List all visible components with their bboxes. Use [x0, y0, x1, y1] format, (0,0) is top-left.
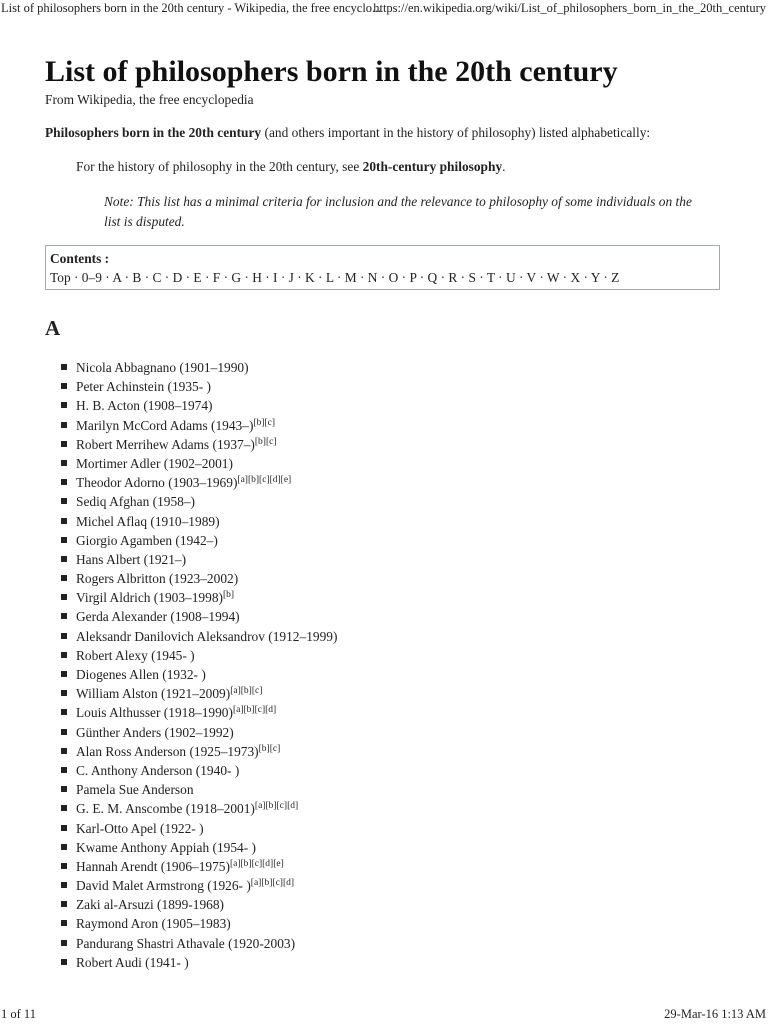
bullet-icon — [61, 844, 67, 850]
philosopher-name[interactable]: Robert Merrihew Adams (1937–) — [76, 436, 255, 452]
toc-link[interactable]: G — [231, 270, 242, 285]
bullet-icon — [61, 901, 67, 907]
inclusion-note: Note: This list has a minimal criteria for inclusion and the relevance to philosophy of some individuals on the list is disputed. — [104, 194, 692, 229]
philosopher-name[interactable]: Hannah Arendt (1906–1975) — [76, 858, 230, 874]
reference-link[interactable]: [a] — [232, 705, 244, 716]
philosopher-name[interactable]: Hans Albert (1921–) — [76, 551, 187, 567]
toc-link[interactable]: K — [305, 270, 315, 285]
intro-text: (and others important in the history of philosophy) listed alphabetically: — [261, 125, 651, 140]
reference-marks — [230, 686, 262, 696]
toc-separator: · — [398, 270, 410, 285]
toc-separator: · — [559, 270, 571, 285]
bullet-icon — [61, 748, 67, 754]
toc-title: Contents : — [50, 251, 110, 266]
table-of-contents — [45, 245, 720, 290]
toc-link[interactable]: A — [112, 270, 122, 285]
list-item — [60, 665, 337, 684]
list-item — [60, 358, 337, 377]
reference-link[interactable]: [b] — [243, 705, 255, 716]
list-item — [60, 819, 337, 838]
list-item — [60, 934, 337, 953]
toc-link[interactable]: X — [570, 270, 581, 285]
toc-link[interactable]: J — [288, 270, 294, 285]
toc-separator: · — [261, 270, 274, 285]
section-heading: A — [45, 316, 61, 340]
philosopher-list — [60, 358, 337, 972]
reference-marks — [223, 590, 234, 600]
list-item — [60, 492, 337, 511]
bullet-icon — [61, 805, 67, 811]
list-item — [60, 646, 337, 665]
philosopher-name[interactable]: Pamela Sue Anderson — [76, 782, 194, 798]
list-item — [60, 416, 337, 435]
reference-link[interactable]: [c] — [259, 475, 270, 486]
list-item — [60, 512, 337, 531]
see-link[interactable]: 20th-century philosophy — [362, 159, 503, 174]
list-item — [60, 703, 337, 722]
bullet-icon — [61, 383, 67, 389]
bullet-icon — [61, 364, 67, 370]
bullet-icon — [61, 556, 67, 562]
see-suffix: . — [502, 159, 506, 174]
toc-link[interactable]: R — [448, 270, 458, 285]
philosopher-name[interactable]: Rogers Albritton (1923–2002) — [76, 571, 239, 587]
list-item — [60, 857, 337, 876]
toc-separator: · — [101, 270, 113, 285]
list-item — [60, 550, 337, 569]
philosopher-name[interactable]: Peter Achinstein (1935- ) — [76, 379, 211, 395]
toc-separator: · — [241, 270, 253, 285]
list-item — [60, 627, 337, 646]
toc-link[interactable]: M — [344, 270, 357, 285]
philosopher-name[interactable]: Raymond Aron (1905–1983) — [76, 916, 231, 932]
toc-separator: · — [220, 270, 232, 285]
reference-link[interactable]: [a] — [254, 801, 266, 812]
reference-link[interactable]: [c] — [251, 858, 263, 869]
reference-link[interactable]: [b] — [240, 686, 252, 697]
toc-link[interactable]: B — [132, 270, 142, 285]
bullet-icon — [61, 863, 67, 869]
toc-separator: · — [457, 270, 469, 285]
bullet-icon — [61, 786, 67, 792]
philosopher-name[interactable]: Alan Ross Anderson (1925–1973) — [76, 743, 259, 759]
reference-link[interactable]: [d] — [282, 878, 295, 889]
reference-link[interactable]: [d] — [269, 475, 281, 486]
reference-marks — [230, 859, 284, 869]
philosopher-name[interactable]: Michel Aflaq (1910–1989) — [76, 513, 220, 529]
article-title: List of philosophers born in the 20th century — [45, 55, 618, 88]
philosopher-name[interactable]: Louis Althusser (1918–1990) — [76, 705, 233, 721]
toc-separator: · — [494, 270, 506, 285]
toc-separator: · — [182, 270, 194, 285]
toc-link[interactable]: N — [367, 270, 378, 285]
philosopher-name[interactable]: Giorgio Agamben (1942–) — [76, 532, 218, 548]
toc-separator: · — [277, 270, 289, 285]
list-item — [60, 876, 337, 895]
toc-separator: · — [70, 270, 82, 285]
toc-separator: · — [416, 270, 428, 285]
philosopher-name[interactable]: Nicola Abbagnano (1901–1990) — [76, 360, 249, 375]
toc-link[interactable]: C — [152, 270, 162, 285]
toc-link[interactable]: D — [172, 270, 183, 285]
bullet-icon — [61, 940, 67, 946]
list-item — [60, 473, 337, 492]
philosopher-name[interactable]: Karl-Otto Apel (1922- ) — [76, 820, 204, 836]
reference-marks — [237, 475, 291, 485]
philosopher-name[interactable]: Marilyn McCord Adams (1943–) — [76, 417, 254, 433]
toc-separator: · — [141, 270, 153, 285]
reference-link[interactable]: [c] — [265, 436, 277, 447]
toc-separator: · — [356, 270, 368, 285]
reference-marks — [255, 437, 277, 447]
bullet-icon — [61, 709, 67, 715]
toc-link[interactable]: O — [388, 270, 399, 285]
reference-link[interactable]: [c] — [251, 686, 263, 697]
philosopher-name[interactable]: Sediq Afghan (1958–) — [76, 494, 196, 510]
toc-separator: · — [161, 270, 173, 285]
reference-link[interactable]: [d] — [287, 801, 299, 812]
toc-separator: · — [475, 270, 487, 285]
philosopher-name[interactable]: Günther Anders (1902–1992) — [76, 724, 234, 740]
bullet-icon — [61, 594, 67, 600]
toc-link[interactable]: V — [526, 270, 536, 285]
list-item — [60, 780, 337, 799]
toc-separator: · — [293, 270, 306, 285]
toc-separator: · — [377, 270, 389, 285]
page-count: 1 of 11 — [1, 1007, 36, 1021]
list-item — [60, 723, 337, 742]
list-item — [60, 588, 337, 607]
toc-link[interactable]: I — [273, 270, 278, 285]
list-item — [60, 377, 337, 396]
reference-link[interactable]: [b] — [247, 475, 260, 486]
bullet-icon — [61, 920, 67, 926]
philosopher-name[interactable]: Gerda Alexander (1908–1994) — [76, 609, 240, 625]
toc-link[interactable]: L — [325, 270, 334, 285]
bullet-icon — [61, 652, 67, 658]
reference-link[interactable]: [d] — [265, 705, 277, 716]
reference-link[interactable]: [e] — [280, 475, 292, 486]
toc-link[interactable]: F — [212, 270, 221, 285]
bullet-icon — [61, 690, 67, 696]
reference-marks — [253, 418, 275, 428]
list-item — [60, 799, 337, 818]
toc-link[interactable]: E — [193, 270, 202, 285]
reference-link[interactable]: [b] — [222, 590, 235, 601]
toc-link[interactable]: Z — [611, 270, 620, 285]
print-header — [0, 0, 768, 16]
toc-separator: · — [314, 270, 326, 285]
reference-marks — [233, 705, 276, 715]
philosopher-name[interactable]: Zaki al-Arsuzi (1899-1968) — [76, 897, 224, 913]
reference-link[interactable]: [c] — [272, 878, 283, 889]
reference-link[interactable]: [b] — [258, 743, 270, 754]
philosopher-name[interactable]: C. Anthony Anderson (1940- ) — [76, 762, 240, 778]
list-item — [60, 838, 337, 857]
toc-separator: · — [580, 270, 591, 285]
philosopher-name[interactable]: Aleksandr Danilovich Aleksandrov (1912–1999) — [76, 628, 338, 644]
see-also-line — [76, 158, 506, 176]
philosopher-name[interactable]: H. B. Acton (1908–1974) — [76, 398, 213, 414]
toc-link[interactable]: Q — [427, 270, 438, 285]
reference-link[interactable]: [a] — [237, 475, 248, 486]
philosopher-name[interactable]: William Alston (1921–2009) — [76, 686, 231, 702]
bullet-icon — [61, 882, 67, 888]
reference-link[interactable]: [c] — [264, 417, 276, 428]
reference-link[interactable]: [c] — [276, 801, 288, 812]
toc-link[interactable]: Top — [50, 270, 71, 285]
reference-marks — [259, 744, 281, 754]
philosopher-name[interactable]: Diogenes Allen (1932- ) — [76, 667, 206, 682]
list-item — [60, 607, 337, 626]
philosopher-name[interactable]: Robert Audi (1941- ) — [76, 954, 189, 970]
page-url[interactable]: https://en.wikipedia.org/wiki/List_of_philosophers_born_in_the_20th_century — [373, 1, 766, 15]
toc-link[interactable]: P — [409, 270, 417, 285]
bullet-icon — [61, 767, 67, 773]
toc-link[interactable]: S — [468, 270, 476, 285]
reference-link[interactable]: [b] — [254, 436, 266, 447]
list-item — [60, 569, 337, 588]
toc-link[interactable]: U — [505, 270, 516, 285]
philosopher-name[interactable]: G. E. M. Anscombe (1918–2001) — [76, 801, 255, 817]
philosopher-name[interactable]: Theodor Adorno (1903–1969) — [76, 475, 238, 491]
intro-bold: Philosophers born in the 20th century — [45, 125, 262, 140]
list-item — [60, 761, 337, 780]
page-title-header: List of philosophers born in the 20th century - Wikipedia, the free encyclo... — [1, 1, 382, 15]
see-prefix: For the history of philosophy in the 20th century, see — [76, 159, 363, 174]
reference-link[interactable]: [b] — [240, 858, 252, 869]
reference-link[interactable]: [b] — [261, 878, 273, 889]
list-item — [60, 454, 337, 473]
reference-marks — [251, 878, 294, 888]
list-item — [60, 895, 337, 914]
reference-link[interactable]: [a] — [250, 878, 262, 889]
list-item — [60, 435, 337, 454]
bullet-icon — [61, 518, 67, 524]
toc-link[interactable]: T — [486, 270, 495, 285]
print-timestamp: 29-Mar-16 1:13 AM — [664, 1007, 766, 1021]
philosopher-name[interactable]: Kwame Anthony Appiah (1954- ) — [76, 839, 257, 855]
bullet-icon — [61, 729, 67, 735]
intro-paragraph — [45, 124, 650, 142]
toc-separator: · — [535, 270, 547, 285]
bullet-icon — [61, 633, 67, 639]
reference-link[interactable]: [d] — [262, 858, 274, 869]
bullet-icon — [61, 825, 67, 831]
reference-link[interactable]: [e] — [273, 858, 284, 869]
reference-link[interactable]: [c] — [269, 743, 281, 754]
toc-separator: · — [121, 270, 133, 285]
philosopher-name[interactable]: David Malet Armstrong (1926- ) — [76, 878, 251, 894]
philosopher-name[interactable]: Mortimer Adler (1902–2001) — [76, 455, 233, 471]
reference-link[interactable]: [b] — [265, 801, 277, 812]
bullet-icon — [61, 422, 67, 428]
list-item — [60, 396, 337, 415]
toc-separator: · — [437, 270, 449, 285]
list-item — [60, 914, 337, 933]
philosopher-name[interactable]: Pandurang Shastri Athavale (1920-2003) — [76, 935, 296, 951]
reference-link[interactable]: [b] — [253, 417, 265, 428]
bullet-icon — [61, 498, 67, 504]
toc-separator: · — [599, 270, 612, 285]
list-item — [60, 531, 337, 550]
article-subtitle: From Wikipedia, the free encyclopedia — [45, 92, 254, 107]
bullet-icon — [61, 575, 67, 581]
toc-separator: · — [333, 270, 345, 285]
toc-separator: · — [515, 270, 527, 285]
bullet-icon — [61, 402, 67, 408]
philosopher-name[interactable]: Robert Alexy (1945- ) — [76, 647, 195, 663]
toc-link[interactable]: H — [252, 270, 262, 285]
list-item — [60, 684, 337, 703]
toc-separator: · — [201, 270, 213, 285]
toc-link[interactable]: 0–9 — [81, 270, 102, 285]
reference-link[interactable]: [a] — [230, 686, 241, 697]
bullet-icon — [61, 613, 67, 619]
reference-marks — [255, 801, 298, 811]
bullet-icon — [61, 441, 67, 447]
toc-links — [50, 269, 715, 287]
reference-link[interactable]: [c] — [254, 705, 266, 716]
bullet-icon — [61, 671, 67, 677]
reference-link[interactable]: [a] — [229, 858, 241, 869]
bullet-icon — [61, 479, 67, 485]
philosopher-name[interactable]: Virgil Aldrich (1903–1998) — [76, 590, 223, 606]
bullet-icon — [61, 959, 67, 965]
bullet-icon — [61, 537, 67, 543]
toc-link[interactable]: W — [546, 270, 560, 285]
bullet-icon — [61, 460, 67, 466]
toc-link[interactable]: Y — [590, 270, 600, 285]
list-item — [60, 953, 337, 972]
list-item — [60, 742, 337, 761]
